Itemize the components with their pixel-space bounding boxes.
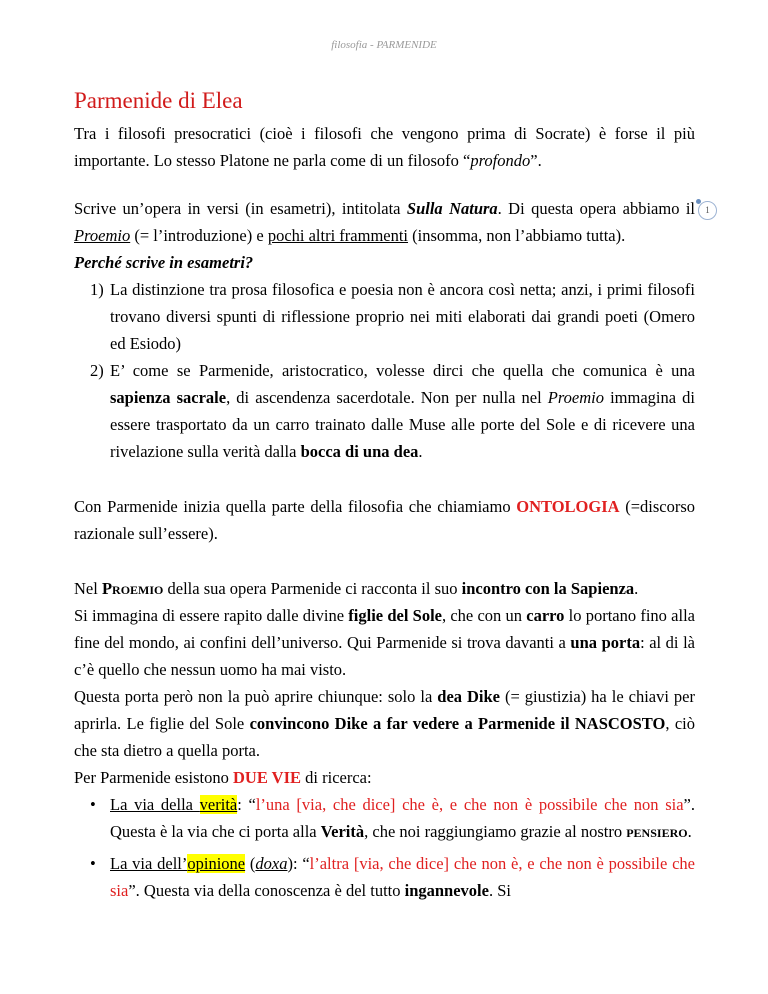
list-item: • La via della verità: “l’una [via, che dice] che è, e che non è possibile che non sia”. Questa è la via che ci porta alla Verità, che noi raggiungiamo grazie al nostro pensiero. (90, 795, 695, 841)
ontology-paragraph: Con Parmenide inizia quella parte della filosofia che chiamiamo ONTOLOGIA (=discorso razionale sull’essere). (74, 497, 696, 543)
proemio-paragraph: Nel Proemio della sua opera Parmenide ci racconta il suo incontro con la Sapienza. (74, 579, 639, 598)
two-ways-paragraph: Per Parmenide esistono DUE VIE di ricerca: (74, 768, 372, 787)
list-item: 1) La distinzione tra prosa filosofica e poesia non è ancora così netta; anzi, i primi filosofi trovano diversi spunti di riflessione proprio nei miti elaborati dai grandi poeti (Omero ed Esiodo) (90, 280, 695, 353)
reasons-list (74, 276, 695, 465)
page-number-marker (696, 199, 718, 221)
door-paragraph: Questa porta però non la può aprire chiunque: solo la dea Dike (= giustizia) ha le chiavi per aprirla. Le figlie del Sole convincono Dike a far vedere a Parmenide il NASCOSTO, ciò che sta dietro a quella porta. (74, 687, 695, 760)
ways-list (74, 791, 695, 904)
why-heading: Perché scrive in esametri? (74, 253, 254, 272)
page-title: Parmenide di Elea (74, 88, 243, 113)
page-header: filosofia - PARMENIDE (331, 39, 437, 51)
page-number: 1 (698, 201, 717, 220)
work-paragraph: Scrive un’opera in versi (in esametri), intitolata Sulla Natura. Di questa opera abbiamo il Proemio (= l’introduzione) e pochi altri frammenti (insomma, non l’abbiamo tutta). (74, 199, 696, 245)
journey-paragraph: Si immagina di essere rapito dalle divine figlie del Sole, che con un carro lo portano fino alla fine del mondo, ai confini dell’universo. Qui Parmenide si trova davanti a una porta: al di là c’è quello che nessun uomo ha mai visto. (74, 606, 695, 679)
list-item: • La via dell’opinione (doxa): “l’altra [via, che dice] che non è, e che non è possibile che sia”. Questa via della conoscenza è del tutto ingannevole. Si (90, 854, 696, 900)
list-item: 2) E’ come se Parmenide, aristocratico, volesse dirci che quella che comunica è una sapienza sacrale, di ascendenza sacerdotale. Non per nulla nel Proemio immagina di essere trasportato da un carro trainato dalle Muse alle porte del Sole e di ricevere una rivelazione sulla verità dalla bocca di una dea. (90, 361, 695, 461)
intro-paragraph: Tra i filosofi presocratici (cioè i filosofi che vengono prima di Socrate) è forse il più importante. Lo stesso Platone ne parla come di un filosofo “profondo”. (74, 124, 695, 170)
document-body (74, 84, 695, 909)
